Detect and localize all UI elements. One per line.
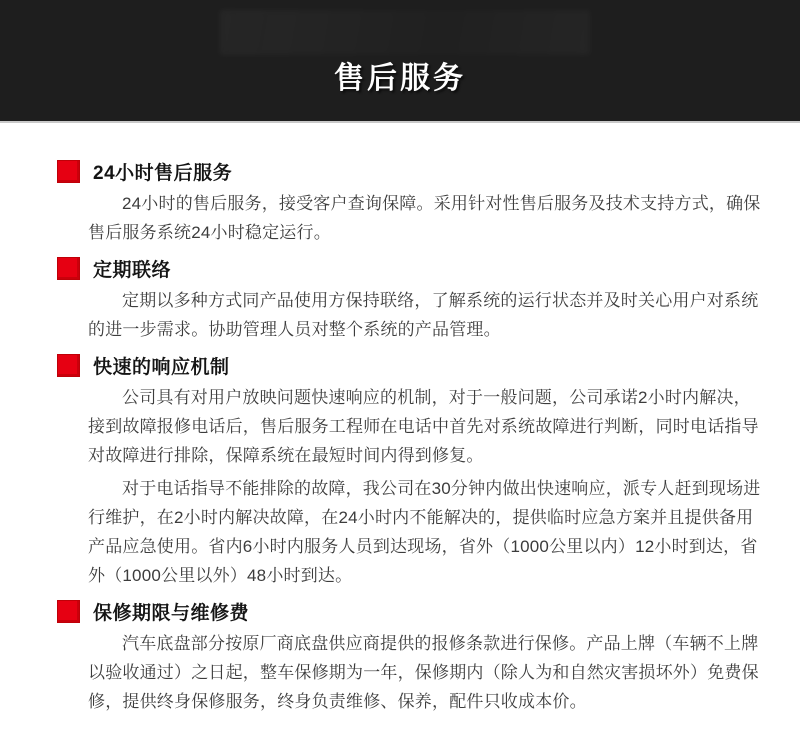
section-title: 24小时售后服务 (93, 163, 233, 184)
red-square-bullet-icon (57, 257, 80, 280)
section-paragraph: 对于电话指导不能排除的故障，我公司在30分钟内做出快速响应，派专人赶到现场进行维护，在2小时内解决故障，在24小时内不能解决的，提供临时应急方案并且提供备用产品应急使用。省内6小时内服务人员到达现场，省外（1000公里以内）12小时到达，省外（1000公里以外）48小时到达。 (88, 479, 761, 585)
content-area (0, 121, 800, 716)
page-title: 售后服务 (334, 62, 466, 95)
section-warranty (57, 598, 765, 716)
section-title: 定期联络 (93, 260, 172, 281)
section-paragraph: 定期以多种方式同产品使用方保持联络，了解系统的运行状态并及时关心用户对系统的进一步需求。协助管理人员对整个系统的产品管理。 (88, 291, 759, 339)
header-banner (0, 0, 800, 121)
red-square-bullet-icon (57, 600, 80, 623)
red-square-bullet-icon (57, 160, 80, 183)
section-heading-row (57, 158, 765, 185)
section-paragraph: 公司具有对用户放映问题快速响应的机制，对于一般问题，公司承诺2小时内解决，接到故障报修电话后，售后服务工程师在电话中首先对系统故障进行判断，同时电话指导对故障进行排除，保障系统在最短时间内得到修复。 (88, 388, 759, 465)
section-title: 快速的响应机制 (93, 357, 230, 378)
section-heading-row (57, 352, 765, 379)
section-title: 保修期限与维修费 (93, 603, 250, 624)
section-heading-row (57, 598, 765, 625)
section-regular-contact (57, 255, 765, 344)
section-heading-row (57, 255, 765, 282)
watermark-smudge (220, 10, 590, 55)
section-paragraph: 24小时的售后服务，接受客户查询保障。采用针对性售后服务及技术支持方式，确保售后服务系统24小时稳定运行。 (88, 194, 761, 242)
section-paragraph: 汽车底盘部分按原厂商底盘供应商提供的报修条款进行保修。产品上牌（车辆不上牌以验收通过）之日起，整车保修期为一年，保修期内（除人为和自然灾害损坏外）免费保修，提供终身保修服务，终身负责维修、保养，配件只收成本价。 (88, 634, 759, 711)
red-square-bullet-icon (57, 354, 80, 377)
section-rapid-response (57, 352, 765, 590)
section-24h-service (57, 158, 765, 247)
